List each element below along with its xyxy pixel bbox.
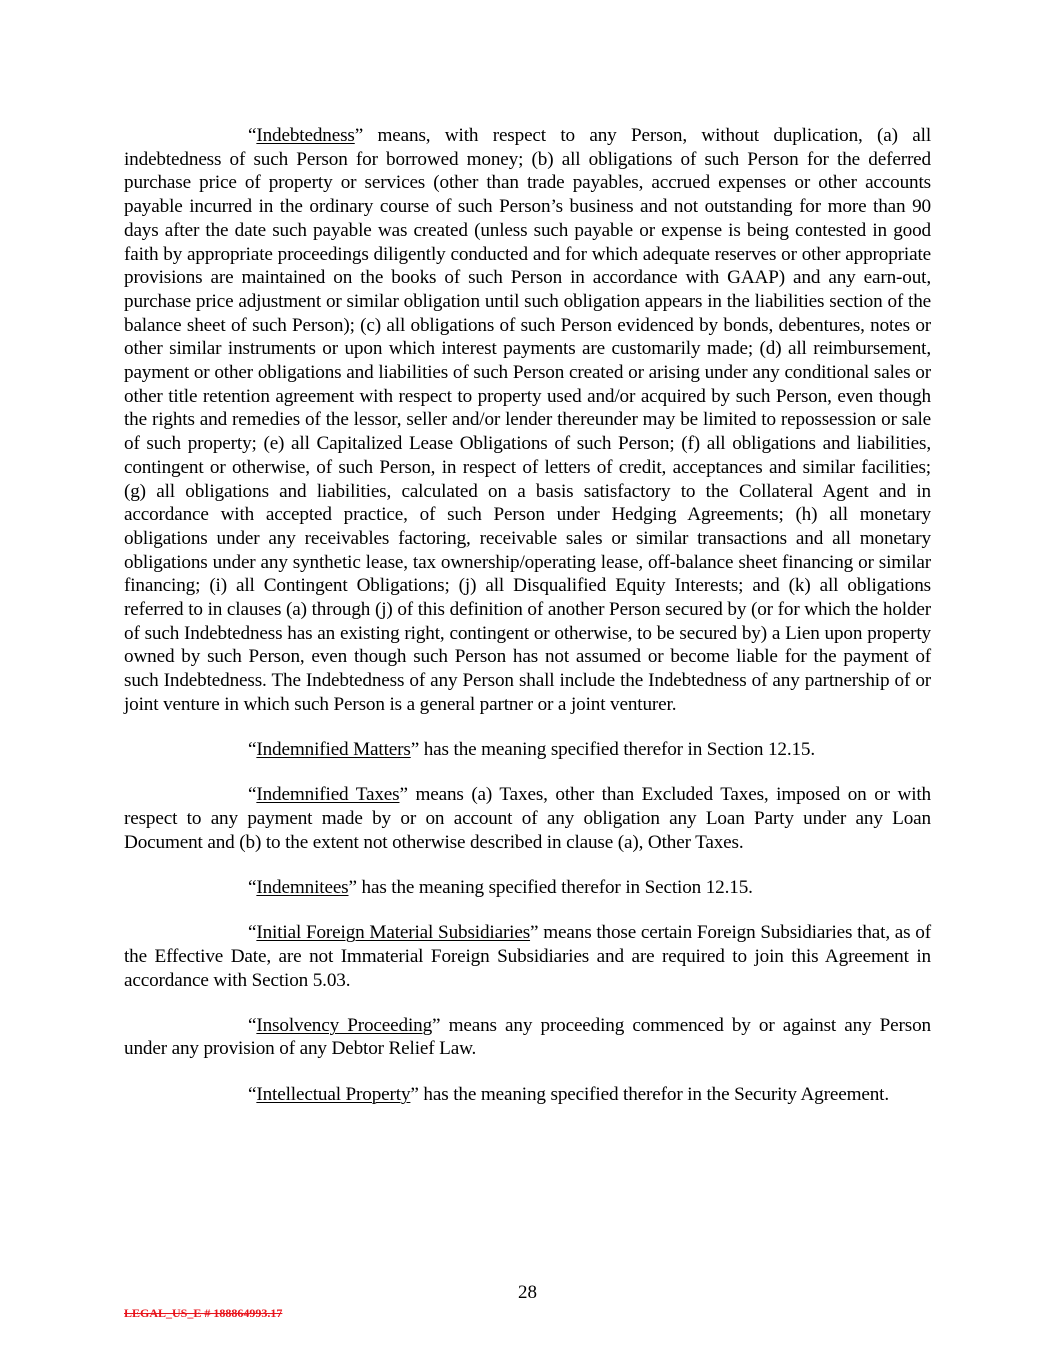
open-quote: “	[248, 876, 257, 898]
defined-term: Indemnified Matters	[256, 739, 411, 761]
open-quote: “	[248, 1083, 257, 1105]
definition-body: means, with respect to any Person, without duplication, (a) all indebtedness of such Person for borrowed money; (b) all obligations of such Person for the deferred purchase price of property or services (other than trade payables, accrued expenses or other accounts payable incurred in the ordinary course of such Person’s business and not outstanding for more than 90 days after the date such payable was created (unless such payable or expense is being contested in good faith by appropriate proceedings diligently conducted and for which adequate reserves or other appropriate provisions are maintained on the books of such Person in accordance with GAAP) and any earn-out, purchase price adjustment or similar obligation until such obligation appears in the liabilities section of the balance sheet of such Person); (c) all obligations of such Person evidenced by bonds, debentures, notes or other similar instruments or upon which interest payments are customarily made; (d) all reimbursement, payment or other obligations and liabilities of such Person created or arising under any conditional sales or other title retention agreement with respect to property used and/or acquired by such Person, even though the rights and remedies of the lessor, seller and/or lender thereunder may be limited to repossession or sale of such property; (e) all Capitalized Lease Obligations of such Person; (f) all obligations and liabilities, contingent or otherwise, of such Person, in respect of letters of credit, acceptances and similar facilities; (g) all obligations and liabilities, calculated on a basis satisfactory to the Collateral Agent and in accordance with accepted practice, of such Person under Hedging Agreements; (h) all monetary obligations under any receivables factoring, receivable sales or similar transactions and all monetary obligations under any synthetic lease, tax ownership/operating lease, off-balance sheet financing or similar financing; (i) all Contingent Obligations; (j) all Disqualified Equity Interests; and (k) all obligations referred to in clauses (a) through (j) of this definition of another Person secured by (or for which the holder of such Indebtedness has an existing right, contingent or otherwise, to be secured by) a Lien upon property owned by such Person, even though such Person has not assumed or become liable for the payment of such Indebtedness. The Indebtedness of any Person shall include the Indebtedness of any partnership of or joint venture in which such Person is a general partner or a joint venturer.	[124, 125, 931, 715]
close-quote: ”	[432, 1014, 441, 1036]
definition-indemnified-matters	[124, 738, 931, 762]
defined-term: Indemnified Taxes	[256, 784, 400, 806]
definition-indemnified-taxes	[124, 783, 931, 854]
defined-term: Intellectual Property	[256, 1083, 411, 1105]
document-id-footer: LEGAL_US_E # 188864993.17	[124, 1306, 283, 1320]
definition-body: means (a) Taxes, other than Excluded Taxes, imposed on or with respect to any payment made by or on account of any obligation any Loan Party under any Loan Document and (b) to the extent not otherwise described in clause (a), Other Taxes.	[124, 784, 931, 853]
close-quote: ”	[354, 125, 364, 146]
definition-initial-foreign-material-subsidiaries	[124, 921, 931, 992]
open-quote: “	[248, 739, 257, 761]
close-quote: ”	[410, 739, 420, 761]
document-page	[124, 124, 931, 1128]
definition-body: has the meaning specified therefor in Section 12.15.	[419, 739, 816, 761]
definition-body: has the meaning specified therefor in the Security Agreement.	[418, 1083, 889, 1105]
close-quote: ”	[530, 922, 539, 944]
close-quote: ”	[399, 784, 408, 806]
defined-term: Insolvency Proceeding	[256, 1014, 433, 1036]
definition-body: means any proceeding commenced by or against any Person under any provision of any Debtor Relief Law.	[124, 1014, 931, 1060]
definition-indemnitees	[124, 876, 931, 900]
defined-term: Indebtedness	[256, 125, 355, 146]
page-number: 28	[518, 1282, 537, 1303]
defined-term: Indemnitees	[256, 876, 349, 898]
defined-term: Initial Foreign Material Subsidiaries	[256, 922, 531, 944]
open-quote: “	[248, 1014, 257, 1036]
open-quote: “	[248, 125, 257, 146]
close-quote: ”	[410, 1083, 419, 1105]
definition-body: has the meaning specified therefor in Section 12.15.	[356, 876, 753, 898]
definition-intellectual-property	[124, 1083, 931, 1107]
definition-insolvency-proceeding	[124, 1014, 931, 1061]
open-quote: “	[248, 784, 257, 806]
definition-body: means those certain Foreign Subsidiaries that, as of the Effective Date, are not Immaterial Foreign Subsidiaries and are required to join this Agreement in accordance with Section 5.03.	[124, 922, 931, 991]
open-quote: “	[248, 922, 257, 944]
definition-indebtedness	[124, 124, 931, 717]
close-quote: ”	[348, 876, 357, 898]
